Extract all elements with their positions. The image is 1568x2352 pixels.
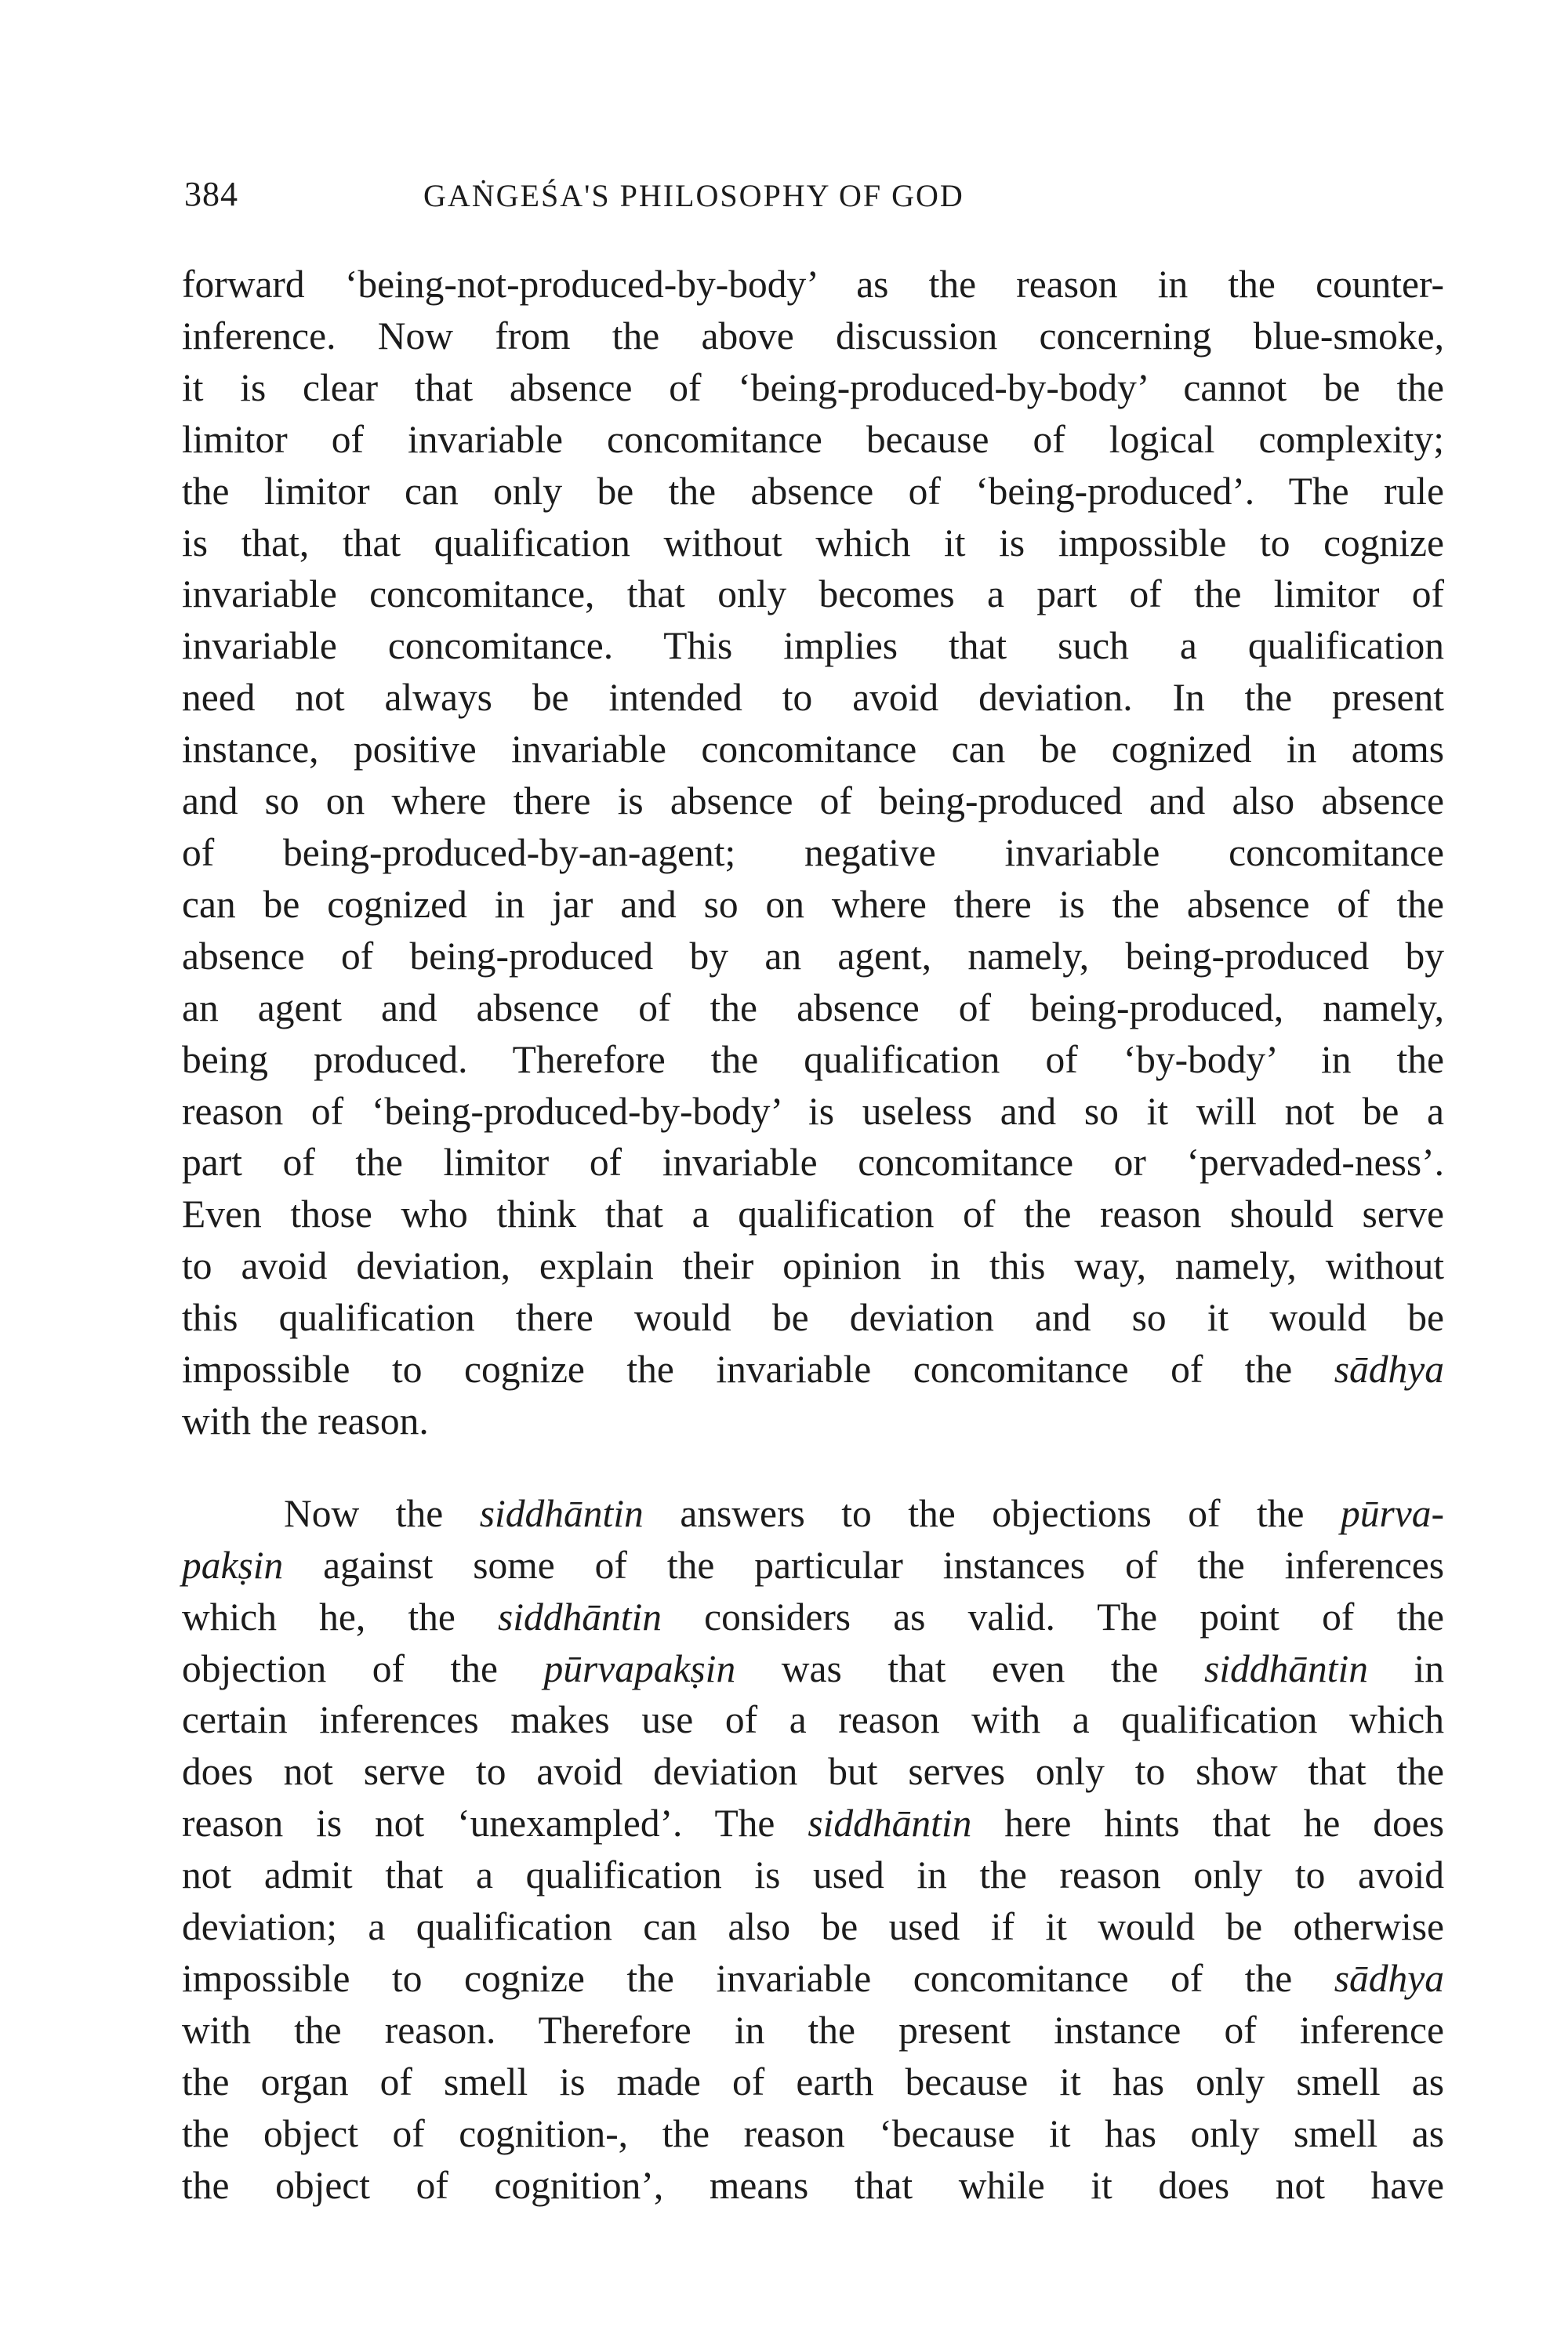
text-line — [182, 1592, 1444, 1643]
text-run: against some of the particular instances of the inferences — [283, 1543, 1444, 1587]
page-number: 384 — [184, 175, 238, 213]
text-line: an agent and absence of the absence of being-produced, namely, — [182, 985, 1444, 1029]
text-line: with the reason. — [182, 1399, 429, 1443]
text-line: limitor of invariable concomitance because of logical complexity; — [182, 417, 1444, 461]
text-line: Even those who think that a qualification of the reason should serve — [182, 1192, 1444, 1236]
text-line: invariable concomitance. This implies that such a qualification — [182, 624, 1444, 668]
text-line: the object of cognition’, means that while it does not have — [182, 2163, 1444, 2207]
text-line: with the reason. Therefore in the present instance of inference — [182, 2008, 1444, 2052]
text-line — [182, 1953, 1444, 2005]
text-run: impossible to cognize the invariable concomitance of the — [182, 1348, 1334, 1392]
text-run: impossible to cognize the invariable concomitance of the — [182, 1957, 1334, 2000]
text-line: the object of cognition-, the reason ‘because it has only smell as — [182, 2111, 1444, 2155]
text-line — [182, 1344, 1444, 1396]
sanskrit-term: siddhāntin — [497, 1595, 662, 1639]
sanskrit-term: siddhāntin — [808, 1802, 972, 1846]
text-run: Now the — [284, 1491, 480, 1535]
text-line: can be cognized in jar and so on where there is the absence of the — [182, 882, 1444, 926]
text-line: to avoid deviation, explain their opinion in this way, namely, without — [182, 1244, 1444, 1288]
text-line: being produced. Therefore the qualification of ‘by-body’ in the — [182, 1037, 1444, 1081]
running-title: GAṄGEŚA'S PHILOSOPHY OF GOD — [423, 178, 964, 213]
text-line: deviation; a qualification can also be used if it would be otherwise — [182, 1905, 1444, 1949]
sanskrit-term: siddhāntin — [479, 1491, 644, 1535]
text-run: here hints that he does — [971, 1802, 1444, 1846]
text-run: was that even the — [735, 1646, 1204, 1690]
text-run: in — [1367, 1646, 1444, 1690]
text-line: the limitor can only be the absence of ‘being-produced’. The rule — [182, 469, 1444, 513]
text-line: this qualification there would be deviation and so it would be — [182, 1296, 1444, 1340]
page-header — [184, 174, 1435, 229]
text-line: forward ‘being-not-produced-by-body’ as the reason in the counter- — [182, 263, 1444, 306]
sanskrit-term: sādhya — [1334, 1348, 1444, 1392]
text-line: the organ of smell is made of earth because it has only smell as — [182, 2060, 1444, 2103]
text-line: is that, that qualification without which it is impossible to cognize — [182, 521, 1444, 564]
text-line — [182, 1798, 1444, 1849]
text-line — [182, 1643, 1444, 1695]
text-line: absence of being-produced by an agent, namely, being-produced by — [182, 934, 1444, 978]
text-line: it is clear that absence of ‘being-produced-by-body’ cannot be the — [182, 365, 1444, 409]
sanskrit-term: pakṣin — [182, 1543, 284, 1587]
text-run: considers as valid. The point of the — [661, 1595, 1444, 1639]
paragraph-1 — [182, 259, 1444, 1447]
text-run: answers to the objections of the — [643, 1491, 1341, 1535]
body-text — [182, 259, 1444, 2212]
text-line: part of the limitor of invariable concomitance or ‘pervaded-ness’. — [182, 1141, 1444, 1185]
text-line: of being-produced-by-an-agent; negative invariable concomitance — [182, 830, 1444, 874]
sanskrit-term: pūrva- — [1341, 1491, 1444, 1535]
text-line: and so on where there is absence of being-produced and also absence — [182, 779, 1444, 823]
text-line: does not serve to avoid deviation but serves only to show that the — [182, 1750, 1444, 1794]
text-run: objection of the — [182, 1646, 544, 1690]
sanskrit-term: siddhāntin — [1203, 1646, 1368, 1690]
text-run: reason is not ‘unexampled’. The — [182, 1802, 808, 1846]
text-line — [182, 1540, 1444, 1592]
paragraph-2 — [182, 1488, 1444, 2212]
text-line: need not always be intended to avoid deviation. In the present — [182, 676, 1444, 720]
text-line: reason of ‘being-produced-by-body’ is useless and so it will not be a — [182, 1089, 1444, 1133]
text-line: inference. Now from the above discussion concerning blue-smoke, — [182, 314, 1444, 358]
paragraph-gap — [182, 1447, 1444, 1488]
sanskrit-term: pūrvapakṣin — [543, 1646, 736, 1690]
text-line: invariable concomitance, that only becomes a part of the limitor of — [182, 572, 1444, 616]
text-line — [182, 1488, 1444, 1540]
text-line: certain inferences makes use of a reason with a qualification which — [182, 1698, 1444, 1742]
sanskrit-term: sādhya — [1334, 1957, 1444, 2000]
text-line: instance, positive invariable concomitance can be cognized in atoms — [182, 728, 1444, 771]
text-line: not admit that a qualification is used in the reason only to avoid — [182, 1853, 1444, 1897]
text-run: which he, the — [182, 1595, 498, 1639]
